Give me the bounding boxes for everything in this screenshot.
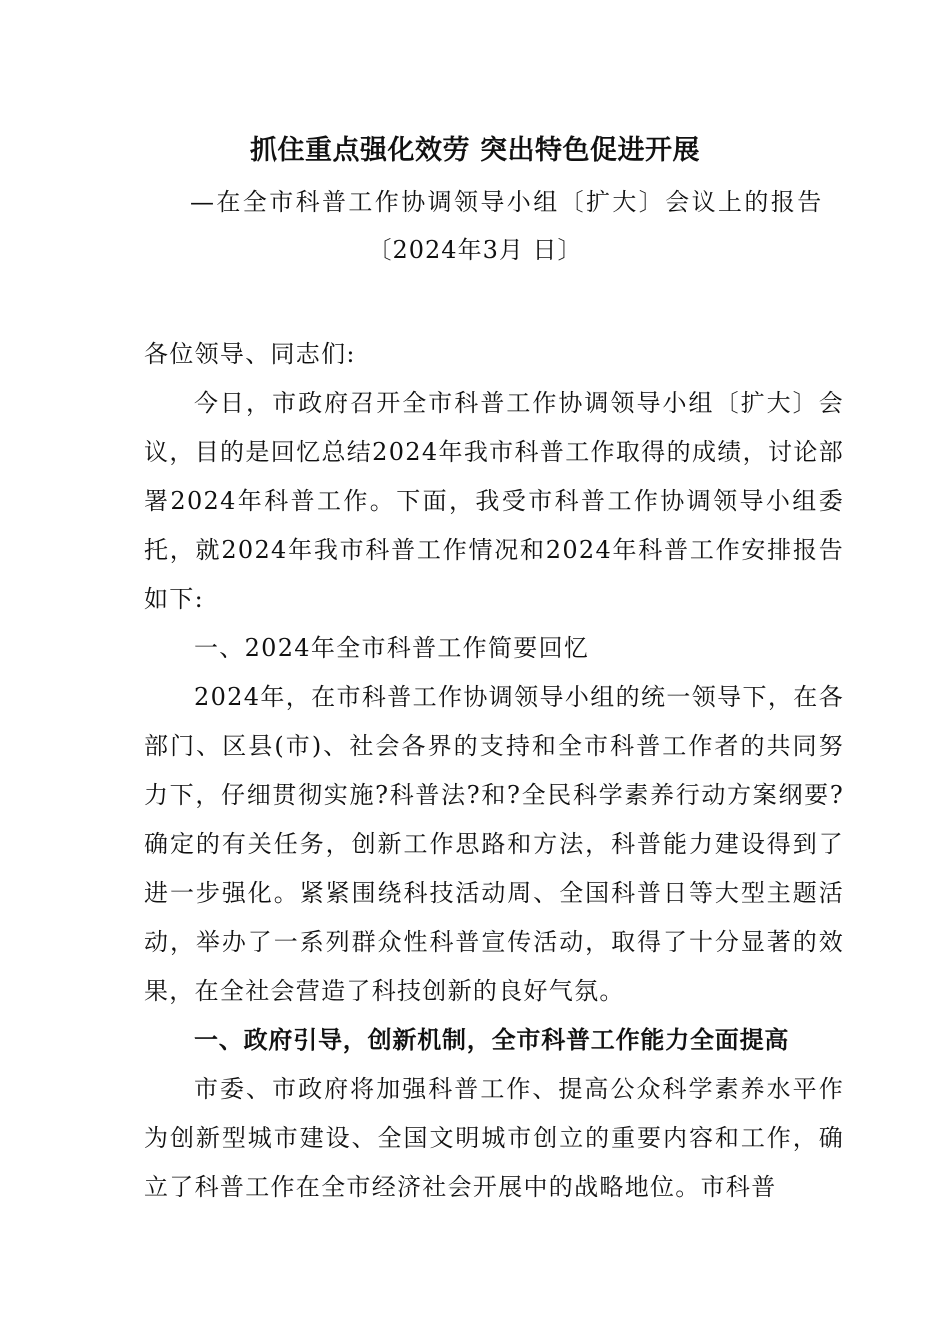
review-paragraph: 2024年，在市科普工作协调领导小组的统一领导下，在各部门、区县(市)、社会各界的支持和全市科普工作者的共同努力下，仔细贯彻实施?科普法?和?全民科学素养行动方案纲要?确定的有关任务，创新工作思路和方法，科普能力建设得到了进一步强化。紧紧围绕科技活动周、全国科普日等大型主题活动，举办了一系列群众性科普宣传活动，取得了十分显著的效果，在全社会营造了科技创新的良好气氛。	[144, 683, 844, 1005]
document-subtitle: —在全市科普工作协调领导小组〔扩大〕会议上的报告	[190, 188, 824, 216]
intro-paragraph: 今日，市政府召开全市科普工作协调领导小组〔扩大〕会议，目的是回忆总结2024年我市科普工作取得的成绩，讨论部署2024年科普工作。下面，我受市科普工作协调领导小组委托，就2024年我市科普工作情况和2024年科普工作安排报告如下:	[144, 389, 844, 613]
document-body	[144, 330, 844, 1212]
subsection-paragraph: 市委、市政府将加强科普工作、提高公众科学素养水平作为创新型城市建设、全国文明城市创立的重要内容和工作，确立了科普工作在全市经济社会开展中的战略地位。市科普	[144, 1075, 844, 1201]
document-date: 〔2024年3月 日〕	[367, 236, 583, 264]
salutation: 各位领导、同志们:	[144, 340, 356, 368]
section-heading-review: 一、2024年全市科普工作简要回忆	[194, 634, 590, 662]
document-title: 抓住重点强化效劳 突出特色促进开展	[250, 135, 700, 166]
subsection-heading: 一、政府引导，创新机制，全市科普工作能力全面提高	[194, 1026, 790, 1054]
